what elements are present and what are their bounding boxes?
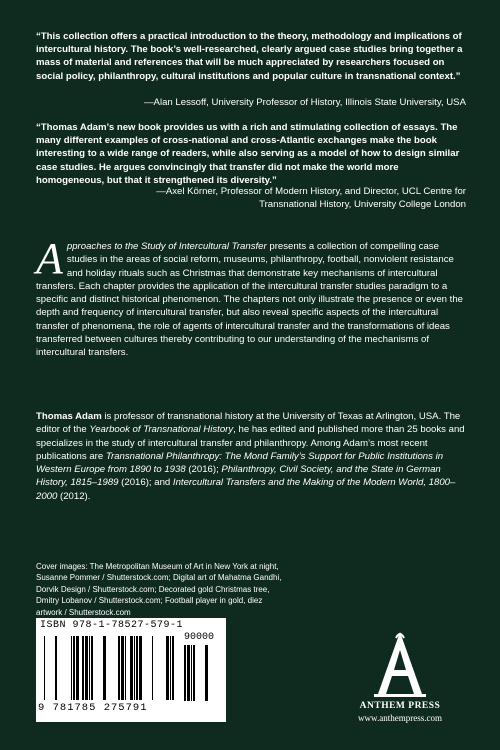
- barcode-bar: [166, 636, 169, 700]
- barcode-bar: [152, 636, 153, 700]
- barcode-bar: [55, 636, 57, 700]
- bio-text-4: (2016); and: [118, 477, 173, 489]
- barcode-bar: [172, 636, 174, 700]
- publisher-website: www.anthempress.com: [358, 713, 442, 723]
- barcode-bar: [125, 636, 126, 700]
- barcode-bar: [130, 636, 133, 700]
- book-description: [36, 234, 468, 360]
- review-attribution-2-line2: Transnational History, University College London: [259, 199, 466, 211]
- barcode-bar: [187, 645, 190, 701]
- bio-title-4: Intercultural Transfers and the Making of the Modern World, 1800–2000: [36, 477, 456, 502]
- barcode-bar: [118, 636, 120, 700]
- review-attribution-1: —Alan Lessoff, University Professor of History, Illinois State University, USA: [143, 97, 466, 108]
- barcode-bar: [103, 636, 106, 700]
- barcode-bar: [139, 636, 142, 700]
- barcode-bars: [44, 636, 178, 700]
- barcode-bar: [85, 636, 88, 700]
- barcode-bar: [170, 636, 171, 700]
- review-attribution-2: [26, 185, 466, 211]
- barcode-bar: [82, 636, 84, 700]
- anthem-press-logo: [370, 628, 430, 703]
- barcode-bar: [134, 636, 135, 700]
- barcode-bar: [91, 636, 93, 700]
- bio-text-3: (2016);: [185, 464, 222, 476]
- review-quote-1: “This collection offers a practical introduction to the theory, methodology and implications of intercultural history. The book’s well-researched, clearly argued case studies bring together a mass of material and references that will be much appreciated by researchers focused on social policy, philanthropy, cultural institutions and popular culture in transnational context.”: [36, 31, 463, 82]
- author-bio: [36, 410, 468, 503]
- barcode-bar: [89, 636, 90, 700]
- bio-title-2: Transnational Philanthropy: The Mond Family’s Support for Public Institutions in Western Europe from 1890 to 1938: [36, 450, 444, 476]
- barcode-bar: [121, 636, 124, 700]
- author-name: Thomas Adam: [36, 411, 102, 422]
- barcode-bar: [44, 636, 45, 700]
- isbn-label: ISBN 978-1-78527-579-1: [40, 620, 184, 631]
- barcode-bar: [184, 645, 186, 701]
- bio-title-1: Yearbook of Transnational History: [89, 424, 234, 436]
- barcode-bar: [205, 645, 208, 701]
- review-quote-2: “Thomas Adam’s new book provides us with a rich and stimulating collection of essays. The many different examples of cross-national and cross-Atlantic exchanges make the book interesting to a wide range of readers, while also serving as a model of how to design similar case studies. He argues convincingly that transfer did not make the world more homogeneous, but that it strengthened its diversity.”: [36, 122, 460, 186]
- barcode-bar: [193, 645, 195, 701]
- bio-text-1: is professor of transnational history at the University of Texas at Arlington, USA. The editor of the: [36, 411, 461, 436]
- cover-image-credits: Cover images: The Metropolitan Museum of Art in New York at night, Susanne Pommer / Shutterstock.com; Digital art of Mahatma Gandhi, Dorvik Design / Shutterstock.com; Decorated gold Christmas tree, Dmitry Lobanov / Shutterstock.com; Football player in gold, diez artwork / Shutterstock.com: [36, 562, 282, 617]
- price-code: 90000: [184, 632, 215, 643]
- description-body: presents a collection of compelling case studies in the areas of social reform, museums, philanthropy, football, nonviolent resistance and holiday rituals such as Christmas that demonstrate key mechanisms of intercultural transfers. Each chapter provides the application of the intercultural transfer studies paradigm to a specific and distinct historical phenomenon. The chapters not only illustrate the presence or even the depth and frequency of intercultural transfer, but also reveal specific aspects of the intercultural transfer of phenomena, the role of agents of intercultural transfer and the transformations of ideas transferred between cultures thereby contributing to our understanding of the mechanisms of intercultural transfers.: [36, 241, 463, 359]
- drop-cap: A: [36, 234, 63, 283]
- publisher-name: ANTHEM PRESS: [359, 701, 441, 711]
- barcode-bar: [73, 636, 75, 700]
- barcode-bar: [191, 645, 192, 701]
- barcode-bar: [76, 636, 79, 700]
- review-attribution-2-line1: —Axel Körner, Professor of Modern History, and Director, UCL Centre for: [156, 186, 466, 197]
- bio-text-5: (2012).: [57, 490, 91, 502]
- barcode-bar: [136, 636, 138, 700]
- book-title-italic: pproaches to the Study of Intercultural Transfer: [66, 241, 267, 252]
- isbn-barcode: [36, 618, 226, 722]
- bio-text-2: , he has edited and published more than 25 books and specializes in the study of intercultural transfer and philanthropy. Among Adam’s most recent publications are: [36, 424, 465, 462]
- barcode-bar: [71, 636, 72, 700]
- barcode-digits: 9 781785 275791: [38, 702, 148, 714]
- price-barcode-bars: [182, 645, 218, 701]
- bio-title-3: Philanthropy, Civil Society, and the State in German History, 1815–1989: [36, 464, 441, 489]
